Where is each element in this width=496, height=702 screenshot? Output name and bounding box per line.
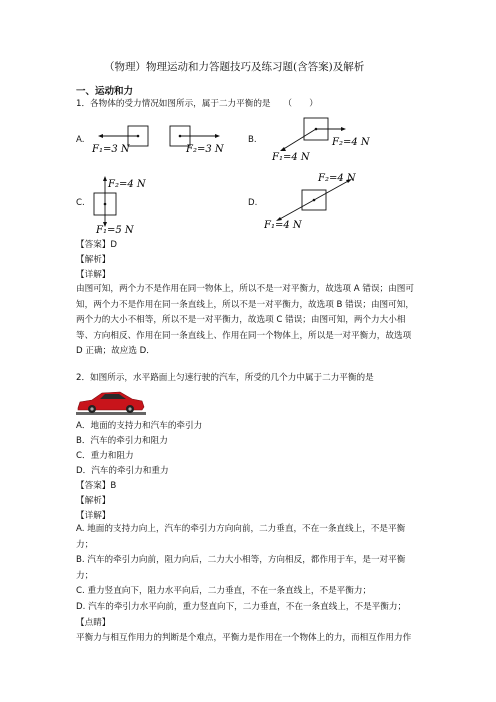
force-label-f2: F₂=4 N xyxy=(332,137,370,148)
q2-explanation-line: 【点睛】 xyxy=(76,617,111,628)
q2-explanation-line: C. 重力竖直向下，阻力水平向后，二力垂直，不在一条直线上，不是平衡力； xyxy=(76,586,372,597)
q2-option-d: D．汽车的牵引力和重力 xyxy=(76,466,169,476)
q2-explanation-line: 力； xyxy=(76,539,94,550)
force-label-f1: F₁=4 N xyxy=(264,220,302,231)
force-label-f2: F₂=4 N xyxy=(318,173,356,184)
q1-explanation-line: 知，两个力不是作用在同一条直线上，所以不是一对平衡力，故选项 B 错误；由图可知， xyxy=(76,299,414,310)
q2-explanation-line: 力； xyxy=(76,570,94,581)
q1-figure-b xyxy=(260,112,370,164)
car-illustration xyxy=(74,386,148,418)
q1-explanation-line: 两个力的大小不相等，所以不是一对平衡力，故选项 C 错误；由图可知，两个力大小相 xyxy=(76,315,406,326)
q1-option-c-label: C. xyxy=(76,198,85,208)
q1-analysis-heading: 【解析】 xyxy=(76,255,111,265)
force-label-f1: F₁=4 N xyxy=(272,152,310,163)
q2-answer: 【答案】B xyxy=(76,481,117,491)
q1-option-d-label: D. xyxy=(248,198,258,208)
q2-explanation-line: B. 汽车的牵引力向前，阻力向后，二力大小相等，方向相反，都作用于车，是一对平衡 xyxy=(76,555,406,566)
q2-option-c: C．重力和阻力 xyxy=(76,451,134,461)
q1-option-b-label: B. xyxy=(248,135,257,145)
q2-option-a: A．地面的支持力和汽车的牵引力 xyxy=(76,421,203,431)
q2-explanation-line: 平衡力与相互作用力的判断是个难点，平衡力是作用在一个物体上的力，而相互作用力作 xyxy=(76,633,412,644)
q1-explanation-line: 等、方向相反、作用在同一条直线上、作用在同一个物体上，所以是一对平衡力，故选项 xyxy=(76,330,412,341)
road-line xyxy=(76,412,146,415)
q1-figure-d xyxy=(264,170,364,232)
q2-option-b: B．汽车的牵引力和阻力 xyxy=(76,436,168,446)
q2-analysis-heading: 【解析】 xyxy=(76,496,111,506)
section-heading: 一、运动和力 xyxy=(76,86,134,97)
q1-explanation xyxy=(76,282,414,360)
q1-figure-a xyxy=(86,118,236,162)
q2-explanation xyxy=(76,522,411,647)
force-label-f1: F₁=3 N xyxy=(92,144,130,155)
page-title: （物理）物理运动和力答题技巧及练习题(含答案)及解析 xyxy=(104,61,365,73)
q1-answer: 【答案】D xyxy=(76,240,117,250)
q1-figure-c xyxy=(88,170,168,236)
q2-stem: 2．如图所示，水平路面上匀速行驶的汽车，所受的几个力中属于二力平衡的是 xyxy=(76,373,374,383)
q1-detail-heading: 【详解】 xyxy=(76,270,111,280)
q2-explanation-line: A. 地面的支持力向上，汽车的牵引力方向向前，二力垂直，不在一条直线上，不是平衡 xyxy=(76,524,406,534)
q1-stem: 1．各物体的受力情况如图所示，属于二力平衡的是 （ ） xyxy=(76,99,318,109)
q1-explanation-line: 由图可知，两个力不是作用在同一物体上，所以不是一对平衡力，故选项 A 错误；由图可 xyxy=(76,284,414,294)
force-label-f2: F₂=4 N xyxy=(108,179,146,190)
q2-detail-heading: 【详解】 xyxy=(76,511,111,521)
q1-option-a-label: A. xyxy=(76,135,85,145)
q1-explanation-line: D 正确；故应选 D． xyxy=(76,346,155,357)
force-label-f2: F₂=3 N xyxy=(186,144,224,155)
q2-explanation-line: D. 汽车的牵引力水平向前，重力竖直向下，二力垂直，不在一条直线上，不是平衡力； xyxy=(76,601,407,612)
force-label-f1: F₁=5 N xyxy=(96,225,134,236)
